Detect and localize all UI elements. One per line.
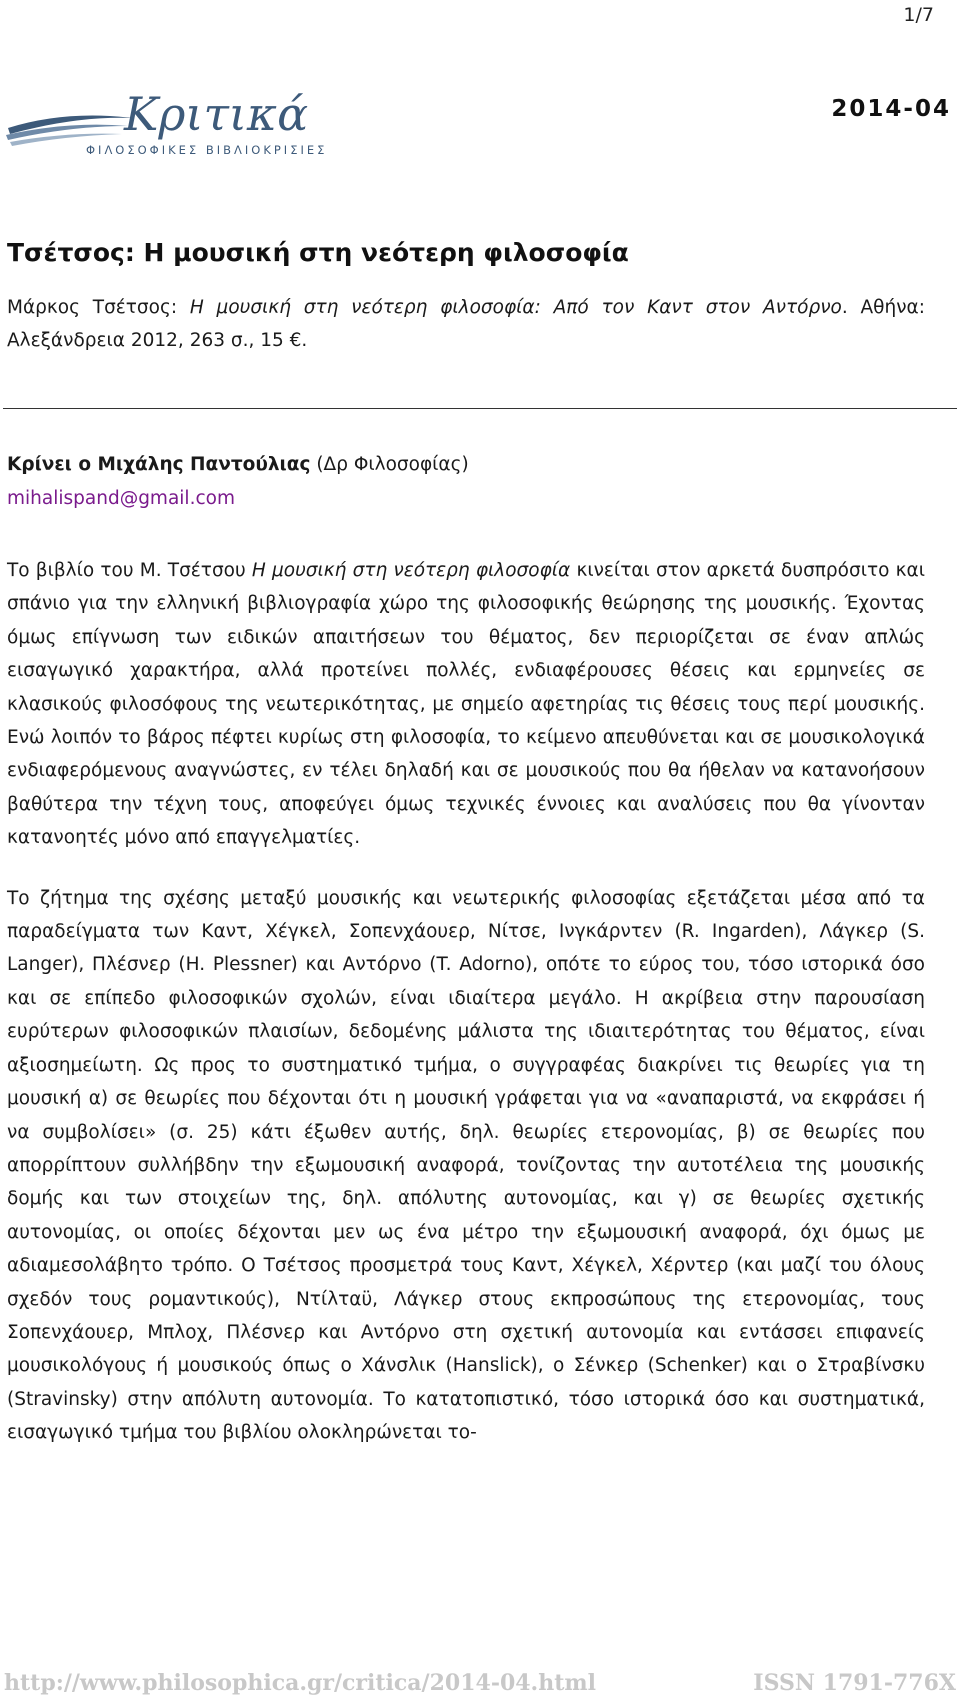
book-citation bbox=[7, 291, 925, 357]
citation-details: . Αθήνα: Αλεξάνδρεια 2012, 263 σ., 15 €. bbox=[7, 297, 925, 351]
reviewer-name: Κρίνει ο Μιχάλης Παντούλιας bbox=[7, 454, 311, 475]
issue-date: 2014-04 bbox=[831, 96, 951, 122]
reviewer-block bbox=[7, 448, 469, 516]
reviewer-credentials: (Δρ Φιλοσοφίας) bbox=[310, 454, 469, 475]
kritika-logo bbox=[6, 88, 336, 166]
logo-swoosh-icon bbox=[6, 116, 132, 146]
reviewer-email-link[interactable]: mihalispand@gmail.com bbox=[7, 488, 235, 509]
reviewer-line bbox=[7, 448, 469, 482]
footer-url: http://www.philosophica.gr/critica/2014-04.html bbox=[4, 1670, 597, 1696]
logo-wordmark: Κριτικά bbox=[124, 88, 309, 141]
page-number: 1/7 bbox=[903, 4, 934, 26]
paragraph-1-book-title: Η μουσική στη νεότερη φιλοσοφία bbox=[251, 560, 571, 581]
paragraph-1 bbox=[7, 554, 925, 855]
article-header bbox=[7, 226, 925, 357]
paragraph-1-start: Το βιβλίο του Μ. Τσέτσου bbox=[7, 560, 252, 581]
review-body bbox=[7, 554, 925, 1450]
footer-issn: ISSN 1791-776X bbox=[753, 1670, 956, 1696]
paragraph-2: Το ζήτημα της σχέσης μεταξύ μουσικής και νεωτερικής φιλοσοφίας εξετάζεται μέσα από τα παραδείγματα των Καντ, Χέγκελ, Σοπενχάουερ, Νίτσε, Ινγκάρντεν (R. Ingarden), Λάγκερ (S. Langer), Πλέσνερ (H. Plessner) και Αντόρνο (T. Adorno), οπότε το εύρος του, τόσο ιστορικά όσο και σε επίπεδο φιλοσοφικών σχολών, είναι ιδιαίτερα μεγάλο. Η ακρίβεια στην παρουσίαση ευρύτερων φιλοσοφικών πλαισίων, δεδομένης μάλιστα της ιδιαιτερότητας του θέματος, είναι αξιοσημείωτη. Ως προς το συστηματικό τμήμα, ο συγγραφέας διακρίνει τις θεωρίες για τη μουσική α) σε θεωρίες που δέχονται ότι η μουσική γράφεται για να «αναπαριστά, να εκφράσει ή να συμβολίσει» (σ. 25) κάτι έξωθεν αυτής, δηλ. θεωρίες ετερονομίας, β) σε θεωρίες που απορρίπτουν συλλήβδην την εξωμουσική αναφορά, τονίζοντας την αυτοτέλεια της μουσικής δομής και των στοιχείων της, δηλ. απόλυτης αυτονομίας, και γ) σε θεωρίες σχετικής αυτονομίας, οι οποίες δέχονται μεν ως ένα μέτρο την εξωμουσική αναφορά, όχι όμως με αδιαμεσολάβητο τρόπο. Ο Τσέτσος προσμετρά τους Καντ, Χέγκελ, Χέρντερ (και μαζί του όλους σχεδόν τους ρομαντικούς), Ντίλταϋ, Λάγκερ στους εκπροσώπους της ετερονομίας, τους Σοπενχάουερ, Μπλοχ, Πλέσνερ και Αντόρνο στη σχετική αυτονομία και εντάσσει επιφανείς μουσικολόγους ή μουσικούς όπως ο Χάνσλικ (Hanslick), ο Σένκερ (Schenker) και ο Στραβίνσκυ (Stravinsky) στην απόλυτη αυτονομία. Το κατατοπιστικό, τόσο ιστορικά όσο και συστηματικά, εισαγωγικό τμήμα του βιβλίου ολοκληρώνεται το- bbox=[7, 887, 925, 1444]
logo-tagline: ΦΙΛΟΣΟΦΙΚΕΣ ΒΙΒΛΙΟΚΡΙΣΙΕΣ bbox=[86, 143, 328, 157]
citation-author: Μάρκος Τσέτσος: bbox=[7, 297, 190, 318]
citation-book-title: Η μουσική στη νεότερη φιλοσοφία: Από τον Καντ στον Αντόρνο bbox=[189, 297, 842, 318]
paragraph-1-rest: κινείται στον αρκετά δυσπρόσιτο και σπάνιο για την ελληνική βιβλιογραφία χώρο της φιλοσοφικής θεώρησης της μουσικής. Έχοντας όμως επίγνωση των ειδικών απαιτήσεων του θέματος, δεν περιορίζεται σε έναν απλώς εισαγωγικό χαρακτήρα, αλλά προτείνει πολλές, ενδιαφέρουσες θέσεις και ερμηνείες σε κλασικούς φιλοσόφους της νεωτερικότητας, με σημείο αφετηρίας τις θέσεις τους περί μουσικής. Ενώ λοιπόν το βάρος πέφτει κυρίως στη φιλοσοφία, το κείμενο απευθύνεται και σε μουσικολογικά ενδιαφερόμενους αναγνώστες, εν τέλει δηλαδή και σε μουσικούς που θα ήθελαν να κατανοήσουν βαθύτερα την τέχνη τους, αποφεύγει όμως τεχνικές έννοιες και αναλύσεις που θα γίνονταν κατανοητές μόνο από επαγγελματίες. bbox=[7, 560, 925, 849]
article-title: Τσέτσος: Η μουσική στη νεότερη φιλοσοφία bbox=[7, 238, 629, 267]
header-divider bbox=[3, 408, 957, 409]
page-footer bbox=[0, 1670, 960, 1698]
